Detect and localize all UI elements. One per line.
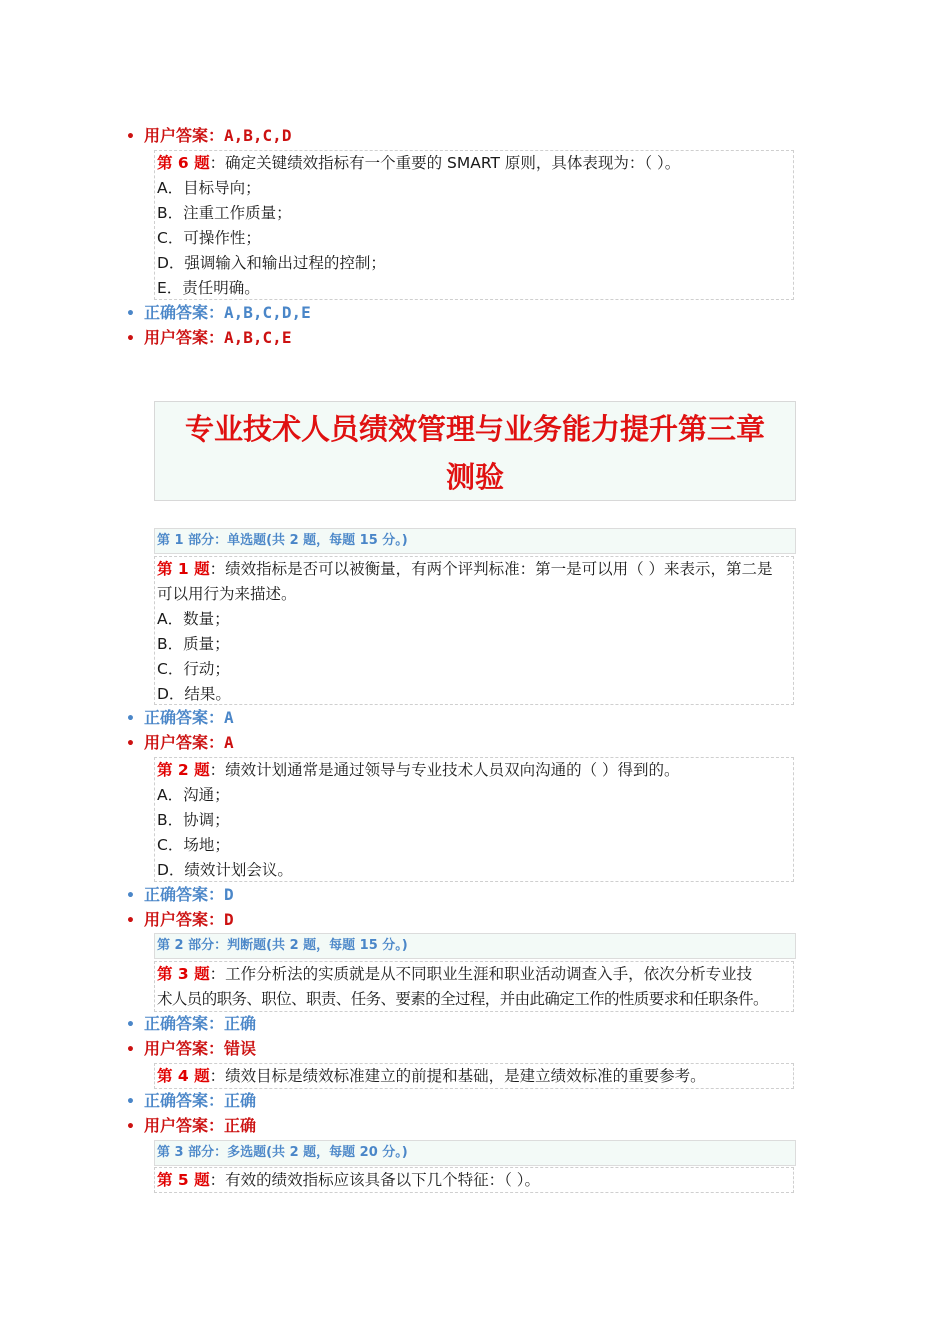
question-3-box xyxy=(154,961,794,1012)
question-text: ：绩效指标是否可以被衡量，有两个评判标准：第一是可以用（ ）来表示，第二是 xyxy=(209,560,773,578)
quiz-title-line-1: 专业技术人员绩效管理与业务能力提升第三章 xyxy=(184,412,765,446)
question-6-stem xyxy=(157,151,791,176)
answer-value: 正确 xyxy=(224,1014,257,1033)
quiz-title-line-2: 测验 xyxy=(445,460,504,494)
option-d: D．强调输入和输出过程的控制； xyxy=(157,254,386,272)
question-number: 第 1 题 xyxy=(157,560,210,578)
answer-value: D xyxy=(224,885,234,904)
question-5-stem xyxy=(157,1168,791,1193)
question-text: ：绩效计划通常是通过领导与专业技术人员双向沟通的（ ）得到的。 xyxy=(209,761,680,779)
answer-label: 用户答案： xyxy=(144,733,225,752)
q6-user-answer xyxy=(126,328,291,348)
section-2-header: 第 2 部分：判断题(共 2 题，每题 15 分。) xyxy=(154,933,796,959)
bullet: • xyxy=(126,913,135,929)
answer-label: 用户答案： xyxy=(144,328,225,347)
q4-correct-answer xyxy=(126,1091,256,1111)
question-number: 第 4 题 xyxy=(157,1067,210,1085)
question-number: 第 2 题 xyxy=(157,761,210,779)
answer-value: A xyxy=(224,733,234,752)
answer-label: 正确答案： xyxy=(144,303,225,322)
question-1-stem xyxy=(157,557,791,582)
answer-value: A,B,C,E xyxy=(224,328,292,347)
q2-user-answer xyxy=(126,910,234,930)
bullet: • xyxy=(126,736,135,752)
question-6-box xyxy=(154,150,794,300)
question-2-box xyxy=(154,757,794,882)
question-1-box xyxy=(154,556,794,705)
option-d: D．绩效计划会议。 xyxy=(157,861,293,879)
question-number: 第 3 题 xyxy=(157,965,210,983)
bullet: • xyxy=(126,306,135,322)
option-a: A．目标导向； xyxy=(157,179,261,197)
answer-label: 用户答案： xyxy=(144,126,225,145)
answer-label: 正确答案： xyxy=(144,1091,225,1110)
q2-correct-answer xyxy=(126,885,234,905)
option-b: B．注重工作质量； xyxy=(157,204,292,222)
question-text: ：有效的绩效指标应该具备以下几个特征：（ ）。 xyxy=(209,1171,541,1189)
question-3-stem-cont: 术人员的职务、职位、职责、任务、要素的全过程，并由此确定工作的性质要求和任职条件。 xyxy=(157,990,768,1008)
q6-correct-answer xyxy=(126,303,311,323)
option-b: B．协调； xyxy=(157,811,230,829)
question-4-box xyxy=(154,1063,794,1089)
answer-label: 用户答案： xyxy=(144,1116,225,1135)
question-text: ：确定关键绩效指标有一个重要的 SMART 原则，具体表现为：（ ）。 xyxy=(209,154,681,172)
question-number: 第 5 题 xyxy=(157,1171,210,1189)
question-4-stem xyxy=(157,1064,791,1089)
bullet: • xyxy=(126,1042,135,1058)
bullet: • xyxy=(126,1017,135,1033)
answer-value: A xyxy=(224,708,234,727)
q1-user-answer xyxy=(126,733,234,753)
answer-value: A,B,C,D,E xyxy=(224,303,311,322)
section-3-header: 第 3 部分：多选题(共 2 题，每题 20 分。) xyxy=(154,1140,796,1166)
answer-label: 用户答案： xyxy=(144,910,225,929)
question-5-box xyxy=(154,1167,794,1193)
prev-user-answer xyxy=(126,126,291,146)
answer-value: A,B,C,D xyxy=(224,126,292,145)
option-b: B．质量； xyxy=(157,635,230,653)
answer-label: 正确答案： xyxy=(144,708,225,727)
q3-correct-answer xyxy=(126,1014,256,1034)
option-a: A．沟通； xyxy=(157,786,230,804)
option-d: D．结果。 xyxy=(157,685,231,703)
option-a: A．数量； xyxy=(157,610,230,628)
bullet: • xyxy=(126,129,135,145)
q3-user-answer xyxy=(126,1039,256,1059)
q1-correct-answer xyxy=(126,708,234,728)
question-text: ：工作分析法的实质就是从不同职业生涯和职业活动调查入手，依次分析专业技 xyxy=(209,965,753,983)
question-1-stem-cont: 可以用行为来描述。 xyxy=(157,585,297,603)
answer-value: 错误 xyxy=(224,1039,257,1058)
bullet: • xyxy=(126,711,135,727)
q4-user-answer xyxy=(126,1116,256,1136)
answer-value: 正确 xyxy=(224,1091,257,1110)
question-2-stem xyxy=(157,758,791,783)
section-1-header: 第 1 部分：单选题(共 2 题，每题 15 分。) xyxy=(154,528,796,554)
answer-label: 正确答案： xyxy=(144,1014,225,1033)
answer-value: D xyxy=(224,910,234,929)
bullet: • xyxy=(126,1094,135,1110)
answer-label: 用户答案： xyxy=(144,1039,225,1058)
question-text: ：绩效目标是绩效标准建立的前提和基础，是建立绩效标准的重要参考。 xyxy=(209,1067,706,1085)
bullet: • xyxy=(126,1119,135,1135)
quiz-title xyxy=(154,401,796,501)
answer-label: 正确答案： xyxy=(144,885,225,904)
option-c: C．可操作性； xyxy=(157,229,261,247)
question-number: 第 6 题 xyxy=(157,154,210,172)
option-c: C．场地； xyxy=(157,836,230,854)
bullet: • xyxy=(126,888,135,904)
option-e: E．责任明确。 xyxy=(157,279,260,297)
question-3-stem xyxy=(157,962,791,987)
answer-value: 正确 xyxy=(224,1116,257,1135)
option-c: C．行动； xyxy=(157,660,230,678)
bullet: • xyxy=(126,331,135,347)
